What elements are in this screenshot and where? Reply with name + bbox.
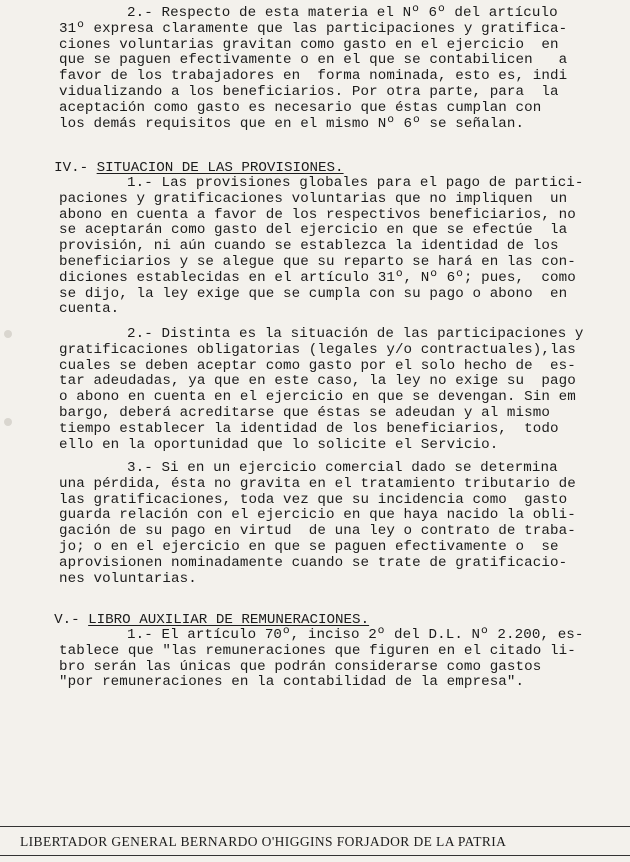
text-line: cuenta.	[59, 301, 120, 318]
text-line: bargo, deberá acreditarse que éstas se adeudan y al mismo	[59, 404, 550, 421]
text-line: tablece que "las remuneraciones que figuren en el citado li-	[59, 642, 576, 659]
text-line: las gratificaciones, toda vez que su incidencia como gasto	[59, 491, 568, 508]
text-line: jo; o en el ejercicio en que se paguen efectivamente o se	[59, 538, 559, 555]
section-iv-paragraph-1	[59, 176, 584, 318]
text-line: bro serán las únicas que podrán considerarse como gastos	[59, 658, 542, 675]
text-line: 3.- Si en un ejercicio comercial dado se determina	[127, 460, 558, 476]
text-line: beneficiarios y se alegue que su reparto se hará en las con-	[59, 253, 576, 270]
text-line: ciones voluntarias gravitan como gasto en el ejercicio en	[59, 36, 559, 53]
text-line: o abono en cuenta en el ejercicio en que se devengan. Sin em	[59, 389, 576, 406]
text-line: 1.- El artículo 70º, inciso 2º del D.L. Nº 2.200, es-	[127, 627, 584, 643]
text-line: 2.- Respecto de esta materia el Nº 6º del artículo	[127, 5, 558, 21]
text-line: nes voluntarias.	[59, 570, 197, 587]
text-line: gratificaciones obligatorias (legales y/o contractuales),las	[59, 341, 576, 358]
text-line: tiempo establecer la identidad de los beneficiarios, todo	[59, 420, 559, 437]
section-iv-paragraph-3	[59, 461, 576, 587]
paragraph-2	[59, 6, 567, 132]
text-line: 2.- Distinta es la situación de las participaciones y	[127, 326, 584, 342]
footer-rule-bottom	[0, 855, 630, 856]
text-line: vidualizando a los beneficiarios. Por otra parte, para la	[59, 83, 559, 100]
text-line: "por remuneraciones en la contabilidad de la empresa".	[59, 674, 525, 691]
text-line: que se paguen efectivamente o en el que se contabilicen a	[59, 52, 568, 69]
text-line: aceptación como gasto es necesario que éstas cumplan con	[59, 99, 542, 116]
section-v-number: V.-	[54, 612, 80, 628]
punch-hole-mark	[4, 418, 12, 426]
text-line: se dijo, la ley exige que se cumpla con su pago o abono en	[59, 285, 568, 302]
text-line: los demás requisitos que en el mismo Nº 6º se señalan.	[59, 115, 525, 132]
text-line: se aceptarán como gasto del ejercicio en que se efectúe la	[59, 222, 568, 239]
text-line: 1.- Las provisiones globales para el pago de partici-	[127, 175, 584, 191]
text-line: 31º expresa claramente que las participaciones y gratifica-	[59, 20, 568, 37]
text-line: abono en cuenta a favor de los respectivos beneficiarios, no	[59, 206, 576, 223]
section-iv-paragraph-2	[59, 327, 584, 453]
footer-motto: LIBERTADOR GENERAL BERNARDO O'HIGGINS FORJADOR DE LA PATRIA	[20, 834, 507, 849]
footer-rule-top	[0, 826, 630, 827]
section-iv-number: IV.-	[54, 160, 89, 176]
section-v-paragraph-1	[59, 628, 584, 691]
text-line: una pérdida, ésta no gravita en el tratamiento tributario de	[59, 475, 576, 492]
section-v-title: LIBRO AUXILIAR DE REMUNERACIONES.	[88, 612, 370, 628]
text-line: tar adeudadas, ya que en este caso, la ley no exige su pago	[59, 373, 576, 390]
text-line: favor de los trabajadores en forma nominada, esto es, indi	[59, 68, 568, 85]
text-line: provisión, ni aún cuando se establezca la identidad de los	[59, 238, 559, 255]
text-line: gación de su pago en virtud de una ley o contrato de traba-	[59, 523, 576, 540]
text-line: aprovisionen nominadamente cuando se trate de gratificacio-	[59, 554, 568, 571]
punch-hole-mark	[4, 330, 12, 338]
section-iv-title: SITUACION DE LAS PROVISIONES.	[96, 160, 344, 176]
text-line: ello en la oportunidad que lo solicite el Servicio.	[59, 436, 499, 453]
text-line: paciones y gratificaciones voluntarias que no impliquen un	[59, 190, 568, 207]
text-line: guarda relación con el ejercicio en que haya nacido la obli-	[59, 507, 576, 524]
text-line: cuales se deben aceptar como gasto por el solo hecho de es-	[59, 357, 576, 374]
text-line: diciones establecidas en el artículo 31º, Nº 6º; pues, como	[59, 269, 576, 286]
